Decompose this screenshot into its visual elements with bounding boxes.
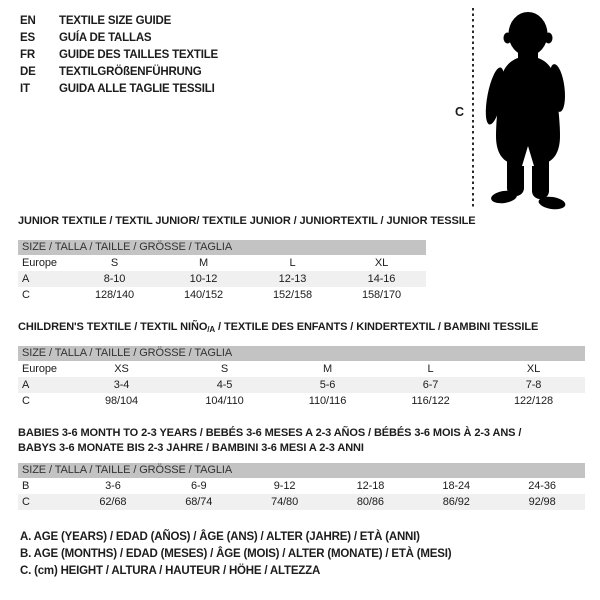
legend-line-c: C. (cm) HEIGHT / ALTURA / HAUTEUR / HÖHE / ALTEZZA [20, 565, 321, 577]
size-cell: M [322, 363, 333, 375]
language-row [20, 47, 218, 64]
language-code: ES [20, 32, 35, 44]
junior-size-table [18, 240, 426, 303]
age-cell: 4-5 [216, 379, 233, 391]
age-cell: 8-10 [103, 273, 126, 285]
row-label: C [22, 395, 30, 407]
row-label: Europe [22, 363, 57, 375]
children-title-sub: /A [207, 325, 216, 334]
row-label: C [22, 289, 30, 301]
size-cell: L [427, 363, 434, 375]
language-row [20, 30, 218, 47]
age-cell: 3-6 [105, 480, 121, 492]
size-cell: L [289, 257, 296, 269]
language-code: EN [20, 15, 36, 27]
age-cell: 9-12 [273, 480, 296, 492]
table-row [18, 361, 585, 377]
height-dotted-line [472, 8, 474, 207]
age-cell: 14-16 [367, 273, 396, 285]
size-cell: XS [114, 363, 129, 375]
row-label: Europe [22, 257, 57, 269]
age-cell: 6-9 [190, 480, 207, 492]
age-cell: 5-6 [319, 379, 336, 391]
children-size-table [18, 346, 585, 409]
age-cell: 12-13 [278, 273, 307, 285]
language-title: GUIDE DES TAILLES TEXTILE [59, 49, 218, 61]
height-cell: 80/86 [356, 496, 384, 508]
legend-line-a: A. AGE (YEARS) / EDAD (AÑOS) / ÂGE (ANS) / ALTER (JAHRE) / ETÀ (ANNI) [20, 531, 420, 543]
table-row [18, 478, 585, 494]
height-cell: 158/170 [361, 289, 402, 301]
age-cell: 12-18 [356, 480, 385, 492]
size-header-bar: SIZE / TALLA / TAILLE / GRÖSSE / TAGLIA [18, 240, 426, 255]
children-title-post: / TEXTILE DES ENFANTS / KINDERTEXTIL / BAMBINI TESSILE [215, 321, 539, 333]
height-cell: 98/104 [104, 395, 139, 407]
age-cell: 18-24 [442, 480, 471, 492]
row-label: A [22, 273, 30, 285]
language-title: GUIDA ALLE TAGLIE TESSILI [59, 83, 215, 95]
babies-size-table [18, 463, 585, 510]
height-cell: 110/116 [308, 395, 347, 407]
height-cell: 140/152 [183, 289, 224, 301]
height-cell: 128/140 [94, 289, 135, 301]
height-cell: 62/68 [99, 496, 127, 508]
language-code: DE [20, 66, 36, 78]
babies-section-title [18, 426, 521, 456]
table-row [18, 287, 426, 303]
table-row [18, 255, 426, 271]
age-cell: 10-12 [189, 273, 218, 285]
table-row [18, 271, 426, 287]
row-label: B [22, 480, 30, 492]
height-cell: 122/128 [513, 395, 554, 407]
height-cell: 68/74 [185, 496, 213, 508]
language-row [20, 64, 218, 81]
height-label: C [455, 105, 465, 119]
junior-section-title: JUNIOR TEXTILE / TEXTIL JUNIOR/ TEXTILE JUNIOR / JUNIORTEXTIL / JUNIOR TESSILE [18, 215, 476, 227]
language-code: FR [20, 49, 35, 61]
age-cell: 3-4 [113, 379, 130, 391]
age-cell: 6-7 [422, 379, 439, 391]
table-row [18, 494, 585, 510]
size-cell: XL [374, 257, 389, 269]
size-cell: S [110, 257, 119, 269]
height-cell: 74/80 [271, 496, 299, 508]
language-code: IT [20, 83, 30, 95]
language-title: GUÍA DE TALLAS [59, 32, 152, 44]
language-row [20, 81, 218, 98]
children-section-title [18, 320, 538, 337]
size-cell: M [198, 257, 209, 269]
language-row [20, 13, 218, 30]
legend [20, 529, 451, 580]
height-cell: 92/98 [528, 496, 556, 508]
babies-title-line1: BABIES 3-6 MONTH TO 2-3 YEARS / BEBÉS 3-6 MESES A 2-3 AÑOS / BÉBÉS 3-6 MOIS À 2-3 ANS / [18, 427, 522, 439]
size-cell: S [220, 363, 229, 375]
size-header-bar: SIZE / TALLA / TAILLE / GRÖSSE / TAGLIA [18, 463, 585, 478]
age-cell: 24-36 [528, 480, 556, 492]
height-cell: 104/110 [205, 395, 244, 407]
table-row [18, 377, 585, 393]
row-label: C [22, 496, 30, 508]
babies-title-line2: BABYS 3-6 MONATE BIS 2-3 JAHRE / BAMBINI 3-6 MESI A 2-3 ANNI [18, 442, 364, 454]
language-list [20, 13, 218, 98]
age-cell: 7-8 [525, 379, 542, 391]
language-title: TEXTILE SIZE GUIDE [59, 15, 172, 27]
language-title: TEXTILGRÖßENFÜHRUNG [59, 66, 202, 78]
height-cell: 86/92 [442, 496, 470, 508]
height-cell: 152/158 [272, 289, 313, 301]
size-cell: XL [526, 363, 541, 375]
size-header-bar: SIZE / TALLA / TAILLE / GRÖSSE / TAGLIA [18, 346, 585, 361]
children-title-pre: CHILDREN'S TEXTILE / TEXTIL NIÑO [18, 321, 208, 333]
table-row [18, 393, 585, 409]
baby-silhouette-icon [482, 6, 594, 212]
legend-line-b: B. AGE (MONTHS) / EDAD (MESES) / ÂGE (MOIS) / ALTER (MONATE) / ETÀ (MESI) [20, 548, 452, 560]
height-cell: 116/122 [411, 395, 450, 407]
row-label: A [22, 379, 30, 391]
